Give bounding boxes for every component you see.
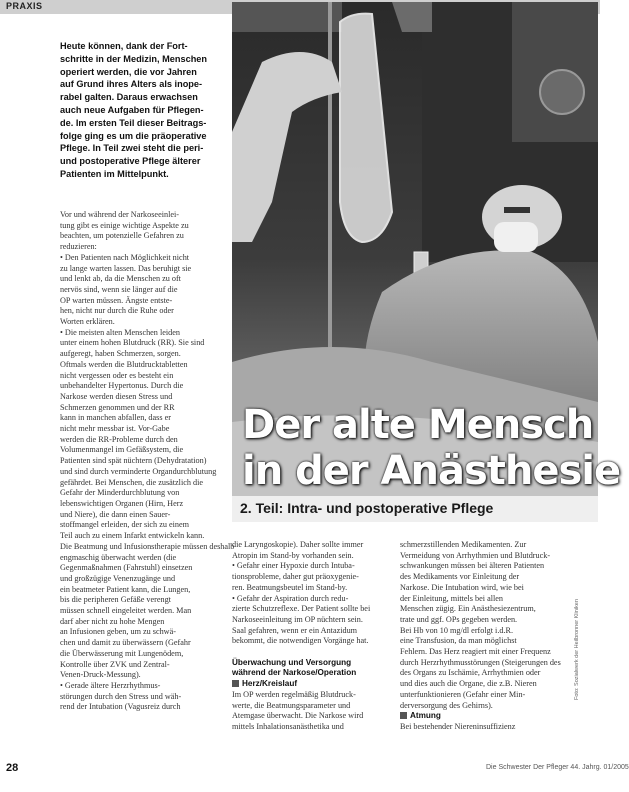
column-1-text-line: unbehandelter Hypertonus. Durch die [60,381,184,391]
lead-text-line: auch neue Aufgaben für Pflegen- [60,104,204,115]
column-3-text-line: derversorgung des Gehirns). [400,700,493,710]
column-1-text-line: und lenkt ab, da die Menschen zu oft [60,274,181,284]
column-1-text-line: nervös sind, wenn sie länger auf die [60,284,178,294]
column-1-text-line: Volumenmangel im Gefäßsystem, die [60,445,184,455]
column-1-text-line: darf aber nicht zu hohe Mengen [60,616,165,626]
column-2-text-line: bekommt, die notwendigen Vorgänge hat. [232,636,369,646]
column-1-text-line: • Gerade ältere Herzrhythmus- [60,680,161,690]
column-2-text-line: tionsprobleme, daher gut präoxygenie- [232,572,359,582]
column-2-text-line: • Gefahr einer Hypoxie durch Intuba- [232,561,355,571]
column-1-text-line: werden die RR-Probleme durch den [60,434,178,444]
column-2-text-line: werte, die Beatmungsparameter und [232,700,351,710]
column-2-text-line: Saal gefahren, wenn er ein Antazidum [232,625,358,635]
lead-text-line: Pflege. In Teil zwei steht die peri- [60,143,204,154]
column-1-text-line: und großzügige Venenzugänge und [60,573,176,583]
journal-issue: Die Schwester Der Pfleger 44. Jahrg. 01/2005 [486,764,629,771]
column-3-text-line: Fehlern. Das Herz reagiert mit einer Frequenz [400,647,551,657]
body-column-2 [232,540,392,733]
lead-text-line: de. Im ersten Teil dieser Beitrags- [60,117,207,128]
column-2-text-line: mittels Inhalationsanästhetika und [232,721,344,731]
column-3-topic-heading: Atmung [400,711,560,722]
column-3-text-line: Menschen zügig. Ein Anästhesiezentrum, [400,604,536,614]
column-1-text-line: störungen durch den Stress und wäh- [60,691,182,701]
column-1-text-line: die Überwässerung mit Lungenödem, [60,648,184,658]
column-1-text-line: • Den Patienten nach Möglichkeit nicht [60,252,190,262]
column-2-text-line: zierte Schutzreflexe. Der Patient sollte bei [232,604,371,614]
column-1-text-line: chen und damit zu überwässern (Gefahr [60,638,191,648]
column-3-text-line: schwankungen müssen bei älteren Patienten [400,561,545,571]
column-2-text-line: die Laryngoskopie). Daher sollte immer [232,540,364,549]
column-2-text-line: Im OP werden regelmäßig Blutdruck- [232,689,356,699]
column-1-text-line: Venen-Druck-Messung). [60,670,141,680]
column-1-text-line: aufgeregt, haben Schmerzen, sorgen. [60,349,181,359]
body-column-1 [60,210,235,713]
photo-credit: Foto: Sozialwerk der Heilbronner Kliniken [574,599,580,700]
column-2-text-line: • Gefahr der Aspiration durch redu- [232,593,349,603]
column-3-text-line: des Medikaments vor Einleitung der [400,572,520,582]
column-3-text-line: unterfunktionieren (Gefahr einer Min- [400,689,526,699]
column-2-text-line: ren. Beatmungsbeutel im Stand-by. [232,582,348,592]
column-2-text-line: Atemgase überwacht. Die Narkose wird [232,711,364,721]
column-1-text-line: OP warten müssen. Ängste entste- [60,295,173,305]
column-3-text-line: und dies auch die Organe, die z.B. Nieren [400,679,537,689]
column-2-text-line: Narkoseeinleitung im OP nüchtern sein. [232,614,363,624]
square-bullet-icon [400,712,407,719]
lead-text-line: folge ging es um die präoperative [60,130,207,141]
column-1-text-line: Teil auch zu einem Infarkt entwickeln kann. [60,531,205,541]
column-1-text-line: nicht vergessen oder es besteht ein [60,370,174,380]
column-1-text-line: nicht mehr messbar ist. Vor-Gabe [60,424,170,434]
column-1-text-line: Patienten sind spät nüchtern (Dehydratation) [60,456,207,466]
lead-paragraph [60,40,220,181]
lead-text-line: rabel galten. Daraus erwachsen [60,92,198,103]
column-2-subheading: während der Narkose/Operation [232,668,357,678]
column-1-text-line: bis die peripheren Gefäße verengt [60,595,171,605]
column-2-topic-heading: Herz/Kreislauf [232,679,392,690]
column-3-text-line: schmerzstillenden Medikamenten. Zur [400,540,527,549]
column-1-text-line: Oftmals werden die Blutdrucktabletten [60,359,188,369]
column-1-text-line: • Die meisten alten Menschen leiden [60,327,180,337]
square-bullet-icon [232,680,239,687]
lead-text-line: Patienten im Mittelpunkt. [60,168,169,179]
column-1-text-line: ein beatmeter Patient kann, die Lungen, [60,584,191,594]
column-1-text-line: Gegenmaßnahmen (Fahrstuhl) einsetzen [60,563,193,573]
body-column-3 [400,540,560,733]
column-1-text-line: zu lange warten lassen. Das beruhigt sie [60,263,192,273]
article-title-line-2: in der Anästhesie [242,448,621,494]
column-1-text-line: und sind durch verminderte Organdurchblutung [60,466,217,476]
column-1-text-line: beachten, um potenzielle Gefahren zu [60,231,184,241]
article-subtitle: 2. Teil: Intra- und postoperative Pflege [240,500,494,516]
lead-text-line: operiert werden, die vor Jahren [60,66,197,77]
column-2-text-line [232,647,392,658]
column-1-text-line: rend der Intubation (Vagusreiz durch [60,702,181,712]
column-1-text-line: Die Beatmung und Infusionstherapie müssen deshalb [60,541,235,551]
column-3-text-line: Bei Hb von 10 mg/dl erfolgt i.d.R. [400,625,514,635]
column-1-text-line: kann in manchen abfallen, dass er [60,413,171,423]
column-1-text-line: tung gibt es einige wichtige Aspekte zu [60,220,189,230]
lead-text-line: schritte in der Medizin, Menschen [60,53,208,64]
column-3-text-line: trate und ggf. OPs gegeben werden. [400,614,518,624]
page-number: 28 [6,762,19,774]
article-title-line-1: Der alte Mensch [242,402,594,448]
column-3-text-line: Vermeidung von Arrhythmien und Blutdruck- [400,550,551,560]
column-1-text-line: hen, nicht nur durch die Ruhe oder [60,306,174,316]
lead-text-line: und postoperative Pflege älterer [60,156,201,167]
column-1-text-line: Schmerzen genommen und der RR [60,402,175,412]
column-1-text-line: stoffmangel erleiden, der sich zu einem [60,520,189,530]
column-1-text-line: lebenswichtigen Organen (Hirn, Herz [60,498,184,508]
lead-text-line: Heute können, dank der Fort- [60,41,188,51]
column-1-text-line: Gefahr der Minderdurchblutung von [60,488,180,498]
column-2-text-line: Atropin im Stand-by vorhanden sein. [232,550,354,560]
column-1-text-line: Vor und während der Narkoseeinlei- [60,210,179,219]
lead-text-line: auf Grund ihres Alters als inope- [60,79,203,90]
column-3-text-line: Narkose. Die Intubation wird, wie bei [400,582,524,592]
column-1-text-line: unter einem hohen Blutdruck (RR). Sie sind [60,338,205,348]
column-3-text-line: der Einleitung, mittels bei allen [400,593,503,603]
column-1-text-line: müssen schnell eingeleitet werden. Man [60,606,192,616]
column-3-text-line: durch Herzrhythmusstörungen (Steigerungen des [400,657,561,667]
column-1-text-line: Worten erklären. [60,317,115,327]
column-3-text-line: eine Transfusion, da man möglichst [400,636,517,646]
column-1-text-line: Narkose werden diesen Stress und [60,391,173,401]
column-1-text-line: an Infusionen geben, um zu schwä- [60,627,176,637]
column-1-text-line: reduzieren: [60,242,97,252]
section-label: PRAXIS [6,1,43,11]
column-3-text-line: Bei bestehender Niereninsuffizienz [400,721,516,731]
column-1-text-line: engmaschig überwacht werden (die [60,552,177,562]
column-2-subheading: Überwachung und Versorgung [232,657,352,667]
column-3-text-line: des Organs zu Ischämie, Arrhythmien oder [400,668,541,678]
column-1-text-line: und Niere), die dann einen Sauer- [60,509,171,519]
column-1-text-line: Kontrolle über ZVK und Zentral- [60,659,170,669]
column-1-text-line: gefährdet. Bei Menschen, die zusätzlich die [60,477,203,487]
